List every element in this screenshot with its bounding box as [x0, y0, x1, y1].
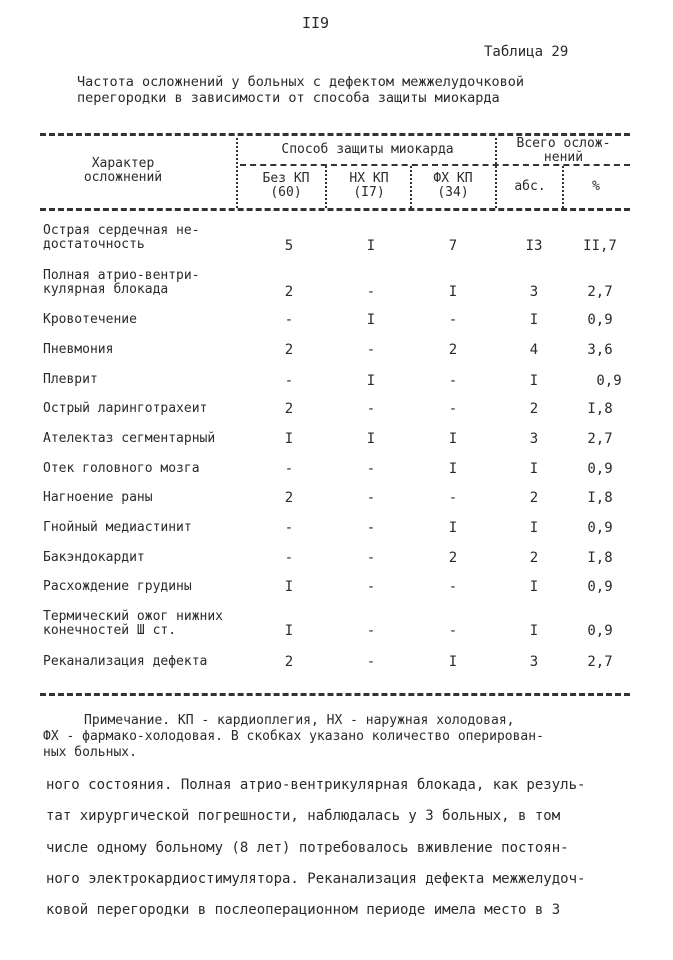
cell-percent: II,7 — [583, 238, 617, 254]
cell-bez-kp: - — [284, 550, 294, 566]
row-label: Гнойный медиастинит — [43, 520, 192, 535]
header-character: Характер осложнений — [83, 156, 163, 185]
table-note-line-3: ных больных. — [43, 745, 137, 760]
column-divider — [410, 166, 412, 208]
cell-fh-kp: - — [448, 490, 458, 506]
row-label: Нагноение раны — [43, 490, 153, 505]
cell-bez-kp: - — [284, 373, 294, 389]
row-label: Острая сердечная не- достаточность — [43, 223, 200, 252]
cell-abs: 2 — [529, 490, 539, 506]
cell-bez-kp: 2 — [284, 342, 294, 358]
cell-nh-kp: - — [366, 520, 376, 536]
cell-abs: I — [529, 461, 539, 477]
cell-fh-kp: I — [448, 431, 458, 447]
cell-percent: I,8 — [587, 401, 613, 417]
header-bottom-rule — [40, 208, 630, 214]
column-divider — [325, 166, 327, 208]
cell-abs: I3 — [525, 238, 543, 254]
cell-percent: I,8 — [587, 490, 613, 506]
table-label: Таблица 29 — [484, 44, 569, 60]
cell-percent: 3,6 — [587, 342, 613, 358]
cell-fh-kp: 7 — [448, 238, 458, 254]
table-bottom-rule — [40, 693, 630, 699]
cell-nh-kp: - — [366, 550, 376, 566]
cell-percent: 0,9 — [587, 623, 613, 639]
cell-percent: 2,7 — [587, 654, 613, 670]
page-number: II9 — [302, 14, 330, 32]
cell-percent: I,8 — [587, 550, 613, 566]
cell-percent: 0,9 — [587, 579, 613, 595]
cell-bez-kp: I — [284, 431, 294, 447]
row-label: Плеврит — [43, 372, 98, 387]
cell-nh-kp: I — [366, 312, 376, 328]
cell-bez-kp: 2 — [284, 401, 294, 417]
table-caption-line-2: перегородки в зависимости от способа защиты миокарда — [77, 90, 500, 106]
header-total-group: Всего ослож- нений — [516, 136, 611, 165]
cell-bez-kp: 2 — [284, 284, 294, 300]
cell-fh-kp: - — [448, 373, 458, 389]
cell-abs: I — [529, 623, 539, 639]
row-label: Реканализация дефекта — [43, 654, 208, 669]
header-method-bez-kp: Без КП (60) — [262, 171, 310, 200]
cell-bez-kp: - — [284, 312, 294, 328]
column-divider — [562, 166, 564, 208]
body-text-line-5: ковой перегородки в послеоперационном периоде имела место в 3 — [46, 902, 561, 918]
cell-nh-kp: - — [366, 654, 376, 670]
header-method-group: Способ защиты миокарда — [281, 142, 454, 157]
cell-abs: 4 — [529, 342, 539, 358]
column-divider — [236, 138, 238, 208]
row-label: Бакэндокардит — [43, 550, 145, 565]
cell-nh-kp: - — [366, 579, 376, 595]
cell-fh-kp: - — [448, 579, 458, 595]
cell-bez-kp: 2 — [284, 654, 294, 670]
body-text-line-2: тат хирургической погрешности, наблюдалась у 3 больных, в том — [46, 808, 561, 824]
cell-bez-kp: 2 — [284, 490, 294, 506]
row-label: Полная атрио-вентри- кулярная блокада — [43, 268, 200, 297]
row-label: Расхождение грудины — [43, 579, 192, 594]
cell-abs: 2 — [529, 401, 539, 417]
cell-fh-kp: I — [448, 284, 458, 300]
cell-abs: I — [529, 520, 539, 536]
cell-bez-kp: - — [284, 520, 294, 536]
cell-bez-kp: I — [284, 579, 294, 595]
body-text-line-3: числе одному больному (8 лет) потребовалось вживление постоян- — [46, 840, 569, 856]
table-note-line-2: ФХ - фармако-холодовая. В скобках указано количество оперирован- — [43, 729, 544, 744]
cell-percent: 0,9 — [587, 312, 613, 328]
cell-bez-kp: 5 — [284, 238, 294, 254]
cell-abs: 3 — [529, 431, 539, 447]
cell-fh-kp: 2 — [448, 342, 458, 358]
row-label: Острый ларинготрахеит — [43, 401, 208, 416]
header-method-nh-kp: НХ КП (I7) — [349, 171, 389, 200]
table-caption-line-1: Частота осложнений у больных с дефектом межжелудочковой — [77, 74, 525, 90]
cell-nh-kp: - — [366, 490, 376, 506]
cell-percent: 0,9 — [587, 520, 613, 536]
cell-fh-kp: I — [448, 461, 458, 477]
cell-abs: I — [529, 312, 539, 328]
header-abs: абс. — [514, 179, 546, 194]
cell-fh-kp: I — [448, 654, 458, 670]
cell-nh-kp: - — [366, 284, 376, 300]
header-method-fh-kp: ФХ КП (34) — [433, 171, 473, 200]
cell-abs: 2 — [529, 550, 539, 566]
row-label: Ателектаз сегментарный — [43, 431, 216, 446]
cell-nh-kp: I — [366, 238, 376, 254]
cell-fh-kp: - — [448, 401, 458, 417]
cell-nh-kp: - — [366, 401, 376, 417]
body-text-line-1: ного состояния. Полная атрио-вентрикулярная блокада, как резуль- — [46, 777, 586, 793]
cell-percent: 2,7 — [587, 431, 613, 447]
cell-fh-kp: - — [448, 623, 458, 639]
cell-fh-kp: I — [448, 520, 458, 536]
cell-nh-kp: - — [366, 342, 376, 358]
body-text-line-4: ного электрокардиостимулятора. Реканализация дефекта межжелудоч- — [46, 871, 586, 887]
row-label: Термический ожог нижних конечностей Ш ст. — [43, 609, 224, 638]
cell-nh-kp: I — [366, 373, 376, 389]
cell-fh-kp: 2 — [448, 550, 458, 566]
cell-abs: I — [529, 579, 539, 595]
row-label: Пневмония — [43, 342, 114, 357]
cell-abs: 3 — [529, 654, 539, 670]
cell-abs: 3 — [529, 284, 539, 300]
row-label: Кровотечение — [43, 312, 137, 327]
cell-nh-kp: I — [366, 431, 376, 447]
row-label: Отек головного мозга — [43, 461, 200, 476]
cell-bez-kp: - — [284, 461, 294, 477]
cell-percent: 2,7 — [587, 284, 613, 300]
cell-fh-kp: - — [448, 312, 458, 328]
header-percent: % — [592, 179, 600, 194]
cell-bez-kp: I — [284, 623, 294, 639]
cell-percent: 0,9 — [596, 373, 622, 389]
cell-nh-kp: - — [366, 623, 376, 639]
cell-nh-kp: - — [366, 461, 376, 477]
table-note-line-1: Примечание. КП - кардиоплегия, НХ - наружная холодовая, — [84, 713, 515, 728]
cell-abs: I — [529, 373, 539, 389]
cell-percent: 0,9 — [587, 461, 613, 477]
